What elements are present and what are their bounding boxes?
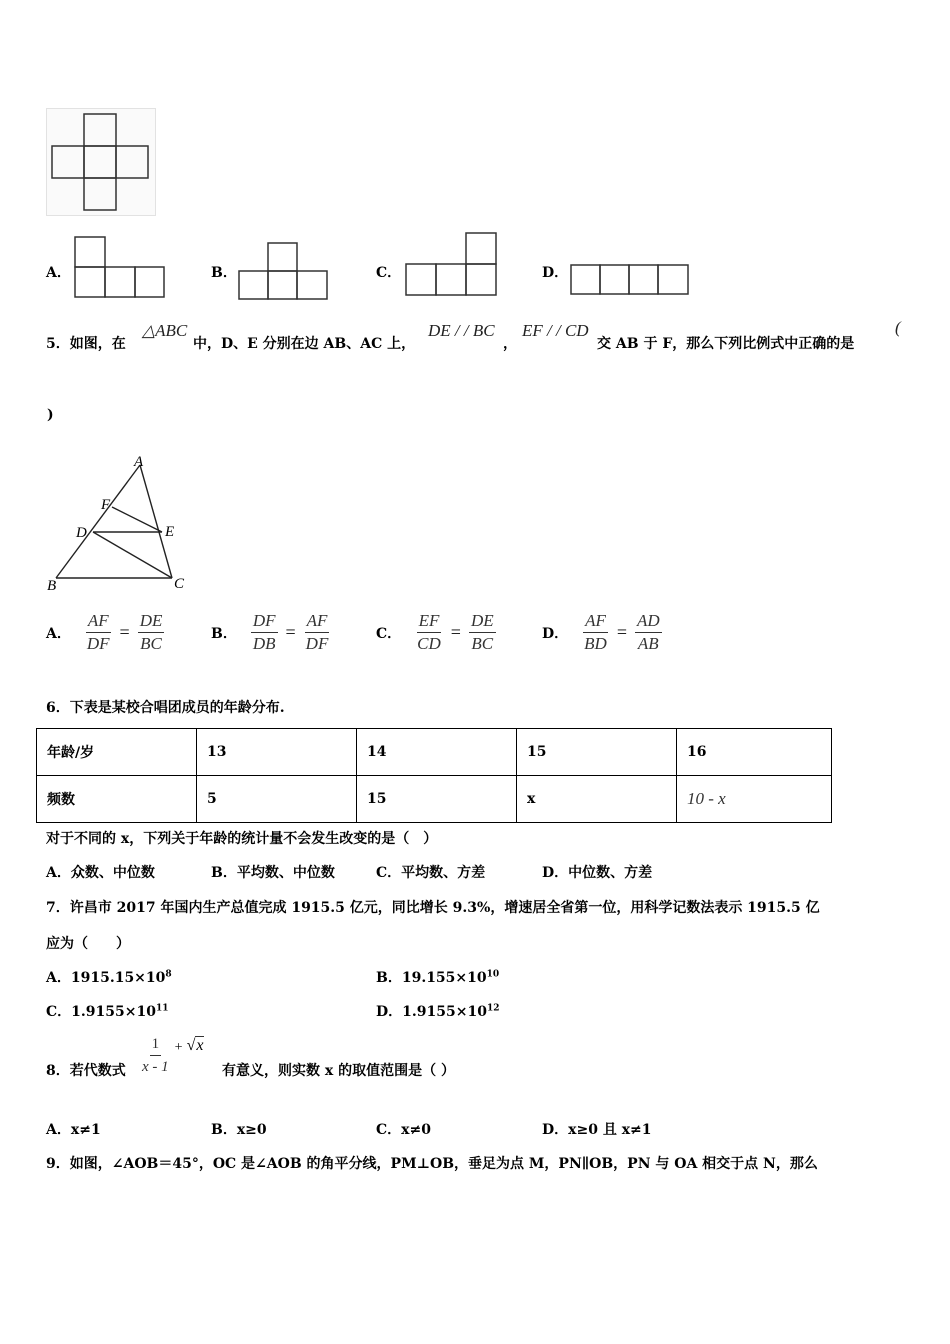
q4-option-a-label[interactable]: A． xyxy=(46,265,71,281)
q6-stem: 6．下表是某校合唱团成员的年龄分布. xyxy=(46,700,285,716)
plus-sign: + xyxy=(174,1039,183,1055)
q6-option-d[interactable]: D．中位数、方差 xyxy=(542,865,653,881)
vertex-label-d: D xyxy=(76,525,87,541)
q5-option-letter: D． xyxy=(542,625,569,642)
fraction: $\frac{DE}{BC}$ xyxy=(470,611,494,653)
q4-option-b-figure[interactable] xyxy=(237,242,331,302)
fraction: $\frac{DE}{BC}$ xyxy=(139,611,163,653)
table-row xyxy=(37,776,832,823)
q7-option-c[interactable]: C．$1.9155\times 10^{11}$ xyxy=(46,1003,169,1020)
q7-stem-line1: 7．许昌市 2017 年国内生产总值完成 1915.5 亿元，同比增长 9.3%，增速居全省第一位，用科学记数法表示 1915.5 亿 xyxy=(46,900,820,916)
table-cell: 5 xyxy=(197,776,357,823)
vertex-label-e: E xyxy=(165,524,175,540)
q5-option-letter: C． xyxy=(376,625,402,642)
table-cell: 13 xyxy=(197,729,357,776)
q7-option-d[interactable]: D．$1.9155\times 10^{12}$ xyxy=(376,1003,500,1020)
q5-stem-tail: 交 AB 于 F，那么下列比例式中正确的是 xyxy=(597,336,855,352)
q5-condition-de-parallel-bc: DE / / BC xyxy=(428,321,495,340)
q8-option-b[interactable]: B．x≥0 xyxy=(211,1122,267,1138)
q4-option-c-figure[interactable] xyxy=(404,232,502,298)
q4-option-d-figure[interactable] xyxy=(569,263,693,297)
table-cell: 16 xyxy=(677,729,832,776)
vertex-label-a: A xyxy=(134,454,144,470)
q8-option-a[interactable]: A．x≠1 xyxy=(46,1122,101,1138)
q5-option-c[interactable]: C． $\frac{EF}{CD}$ = $\frac{DE}{BC}$ xyxy=(376,611,494,653)
q5-option-letter: A． xyxy=(46,625,71,642)
table-cell: 年龄/岁 xyxy=(37,729,197,776)
table-row xyxy=(37,729,832,776)
q8-option-c[interactable]: C．x≠0 xyxy=(376,1122,431,1138)
q5-option-a[interactable]: A． $\frac{AF}{DF}$ = $\frac{DE}{BC}$ xyxy=(46,611,163,653)
q5-comma: ， xyxy=(503,336,517,352)
fraction: $\frac{EF}{CD}$ xyxy=(417,611,441,653)
q4-option-c-label[interactable]: C． xyxy=(376,265,402,281)
q4-option-d-label[interactable]: D． xyxy=(542,265,569,281)
q5-option-b[interactable]: B． $\frac{DF}{DB}$ = $\frac{AF}{DF}$ xyxy=(211,611,329,653)
sqrt-expression: √x xyxy=(186,1036,204,1054)
q4-option-a-figure[interactable] xyxy=(72,236,166,300)
q8-expression xyxy=(140,1034,204,1077)
q5-option-d[interactable]: D． $\frac{AF}{BD}$ = $\frac{AD}{AB}$ xyxy=(542,611,660,653)
table-cell: 10 - x xyxy=(677,776,832,823)
q8-option-d[interactable]: D．x≥0 且 x≠1 xyxy=(542,1122,652,1138)
vertex-label-f: F xyxy=(101,497,111,513)
q6-age-table xyxy=(36,728,832,823)
fraction: $\frac{AD}{AB}$ xyxy=(636,611,660,653)
q5-stem-middle: 中，D、E 分别在边 AB、AC 上， xyxy=(193,336,416,352)
q6-question: 对于不同的 x，下列关于年龄的统计量不会发生改变的是（ ） xyxy=(46,831,438,847)
table-cell: 15 xyxy=(517,729,677,776)
q5-triangle-figure xyxy=(44,452,194,596)
fraction: $\frac{AF}{BD}$ xyxy=(584,611,607,653)
q6-option-b[interactable]: B．平均数、中位数 xyxy=(211,865,335,881)
q5-paren-close: ) xyxy=(47,407,54,423)
q8-stem-prefix: 8．若代数式 xyxy=(46,1063,126,1079)
q7-stem-line2: 应为（ ） xyxy=(46,936,130,952)
fraction: $\frac{DF}{DB}$ xyxy=(252,611,276,653)
q5-triangle-abc: △ABC xyxy=(142,321,188,340)
fraction: $\frac{AF}{DF}$ xyxy=(305,611,329,653)
q6-option-c[interactable]: C．平均数、方差 xyxy=(376,865,486,881)
q5-stem-number: 5．如图，在 xyxy=(46,336,126,352)
table-cell: 15 xyxy=(357,776,517,823)
fraction: $\frac{AF}{DF}$ xyxy=(86,611,110,653)
q4-option-b-label[interactable]: B． xyxy=(211,265,237,281)
table-cell: x xyxy=(517,776,677,823)
q6-option-a[interactable]: A．众数、中位数 xyxy=(46,865,155,881)
q7-option-a[interactable]: A．$1915.15\times 10^8$ xyxy=(46,969,172,986)
table-cell: 14 xyxy=(357,729,517,776)
q5-option-letter: B． xyxy=(211,625,237,642)
vertex-label-c: C xyxy=(174,576,185,592)
q5-condition-ef-parallel-cd: EF / / CD xyxy=(522,321,589,340)
fraction: $\frac{1}{x - 1}$ xyxy=(142,1036,169,1075)
q8-stem-suffix: 有意义，则实数 x 的取值范围是（ ） xyxy=(222,1063,455,1079)
q7-option-b[interactable]: B．$19.155\times 10^{10}$ xyxy=(376,969,500,986)
q4-net-figure xyxy=(46,108,156,216)
q9-stem-line1: 9．如图，∠AOB＝45°，OC 是∠AOB 的角平分线，PM⊥OB，垂足为点 M，PN∥OB，PN 与 OA 相交于点 N，那么 xyxy=(46,1156,818,1172)
table-cell: 频数 xyxy=(37,776,197,823)
vertex-label-b: B xyxy=(47,578,57,594)
q5-paren-open: ( xyxy=(895,318,901,337)
